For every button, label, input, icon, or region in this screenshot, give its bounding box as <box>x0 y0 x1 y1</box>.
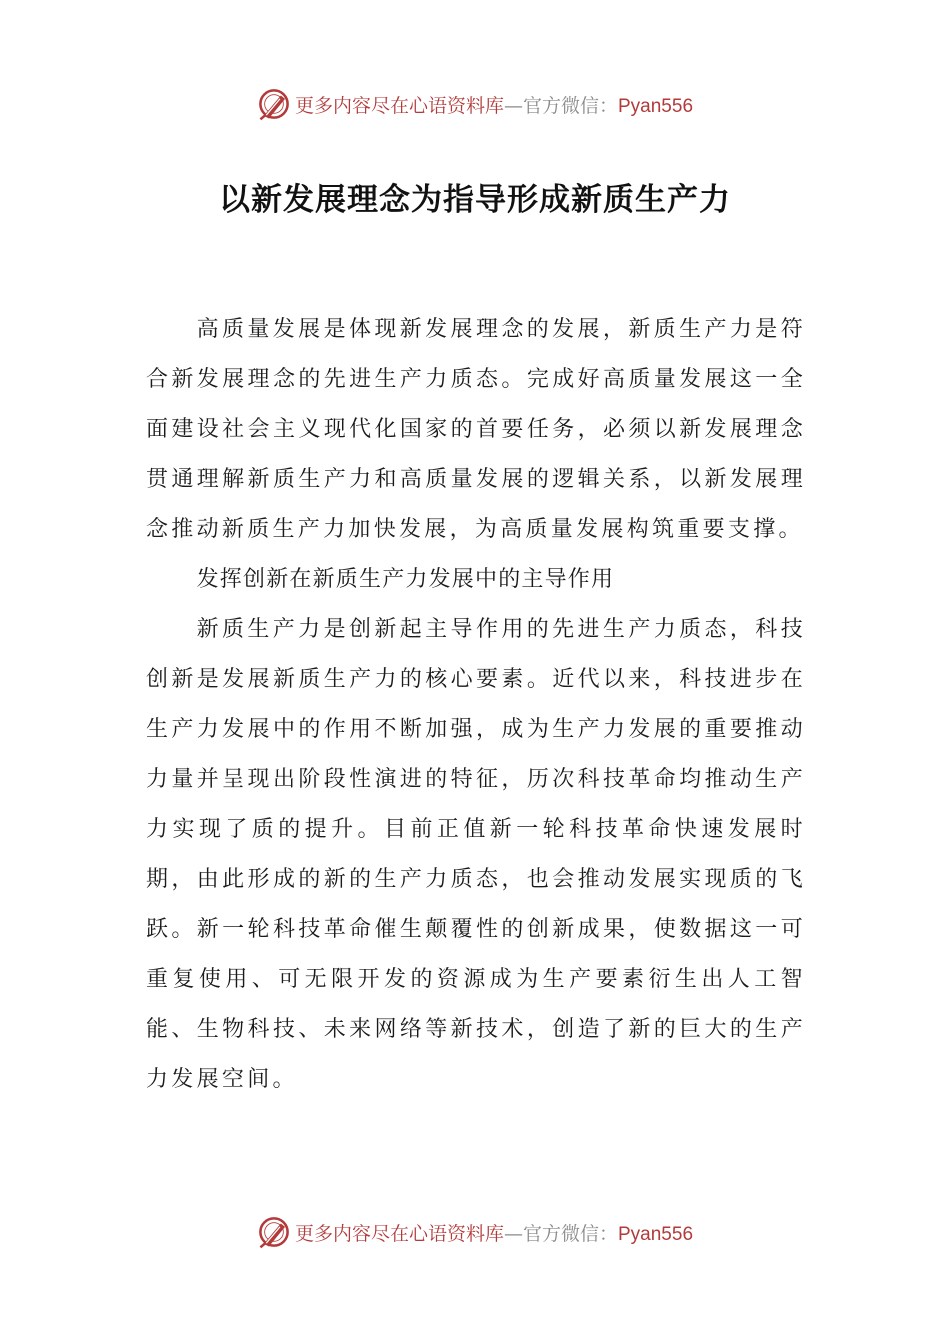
watermark-label: 官方微信： <box>522 94 618 117</box>
watermark-text <box>295 1219 693 1246</box>
watermark-wechat-id: Pyan556 <box>618 95 694 117</box>
watermark-dash: — <box>503 94 523 117</box>
watermark-wechat-id: Pyan556 <box>618 1223 694 1245</box>
paragraph: 高质量发展是体现新发展理念的发展，新质生产力是符合新发展理念的先进生产力质态。完成好高质量发展这一全面建设社会主义现代化国家的首要任务，必须以新发展理念贯通理解新质生产力和高质量发展的逻辑关系，以新发展理念推动新质生产力加快发展，为高质量发展构筑重要支撑。 <box>146 317 806 542</box>
watermark-brand: 更多内容尽在心语资料库 <box>294 94 504 117</box>
watermark-dash: — <box>503 1222 523 1245</box>
header-watermark-banner <box>0 84 950 124</box>
article-body <box>146 305 806 1105</box>
watermark-label: 官方微信： <box>522 1222 618 1245</box>
pen-nib-logo-icon <box>257 87 291 121</box>
section-heading: 发挥创新在新质生产力发展中的主导作用 <box>196 567 615 592</box>
paragraph: 新质生产力是创新起主导作用的先进生产力质态，科技创新是发展新质生产力的核心要素。近代以来，科技进步在生产力发展中的作用不断加强，成为生产力发展的重要推动力量并呈现出阶段性演进的特征，历次科技革命均推动生产力实现了质的提升。目前正值新一轮科技革命快速发展时期，由此形成的新的生产力质态，也会推动发展实现质的飞跃。新一轮科技革命催生颠覆性的创新成果，使数据这一可重复使用、可无限开发的资源成为生产要素衍生出人工智能、生物科技、未来网络等新技术，创造了新的巨大的生产力发展空间。 <box>146 617 806 1092</box>
watermark-text <box>295 91 693 118</box>
footer-watermark-banner <box>0 1212 950 1252</box>
pen-nib-logo-icon <box>257 1215 291 1249</box>
document-title: 以新发展理念为指导形成新质生产力 <box>219 182 731 218</box>
watermark-brand: 更多内容尽在心语资料库 <box>294 1222 504 1245</box>
